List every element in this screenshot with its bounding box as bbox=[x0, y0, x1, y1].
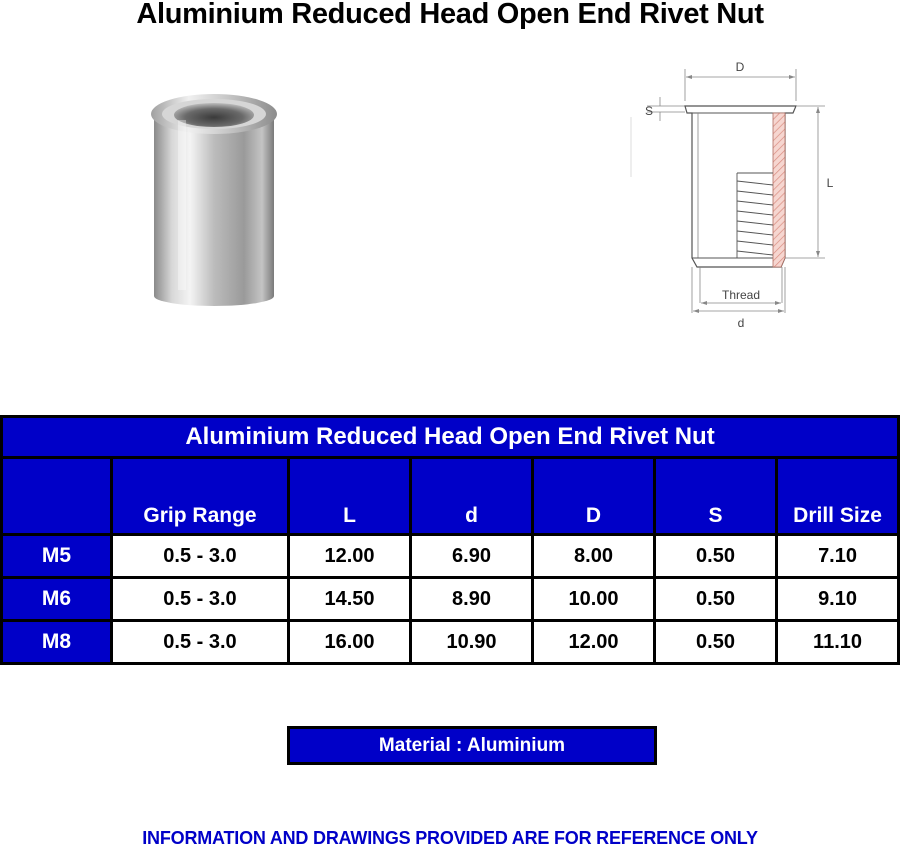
dim-label-thread: Thread bbox=[721, 288, 761, 302]
cell-L: 16.00 bbox=[290, 622, 409, 662]
cell-D: 8.00 bbox=[534, 536, 653, 576]
header-S: S bbox=[656, 459, 775, 534]
header-D: D bbox=[534, 459, 653, 534]
header-grip-range: Grip Range bbox=[113, 459, 287, 534]
cell-grip: 0.5 - 3.0 bbox=[113, 622, 287, 662]
dim-label-L: L bbox=[826, 176, 834, 190]
header-L: L bbox=[290, 459, 409, 534]
cell-S: 0.50 bbox=[656, 579, 775, 619]
disclaimer-text: INFORMATION AND DRAWINGS PROVIDED ARE FOR REFERENCE ONLY bbox=[142, 828, 758, 848]
dim-label-S: S bbox=[644, 104, 654, 118]
cell-size: M5 bbox=[3, 536, 110, 576]
cell-size: M8 bbox=[3, 622, 110, 662]
cell-drill: 11.10 bbox=[778, 622, 897, 662]
table-row bbox=[3, 536, 897, 576]
page-title: Aluminium Reduced Head Open End Rivet Nut bbox=[136, 0, 764, 30]
cell-L: 12.00 bbox=[290, 536, 409, 576]
cell-drill: 7.10 bbox=[778, 536, 897, 576]
cell-drill: 9.10 bbox=[778, 579, 897, 619]
cell-S: 0.50 bbox=[656, 622, 775, 662]
table-row bbox=[3, 622, 897, 662]
table-title: Aluminium Reduced Head Open End Rivet Nut bbox=[3, 418, 897, 456]
spec-table bbox=[0, 415, 900, 665]
cell-D: 12.00 bbox=[534, 622, 653, 662]
header-d: d bbox=[412, 459, 531, 534]
cell-D: 10.00 bbox=[534, 579, 653, 619]
header-drill-size: Drill Size bbox=[778, 459, 897, 534]
cell-S: 0.50 bbox=[656, 536, 775, 576]
table-row bbox=[3, 579, 897, 619]
rivet-nut-photo bbox=[140, 84, 290, 314]
cell-grip: 0.5 - 3.0 bbox=[113, 579, 287, 619]
material-label: Material : Aluminium bbox=[287, 726, 657, 765]
cell-grip: 0.5 - 3.0 bbox=[113, 536, 287, 576]
cell-d: 8.90 bbox=[412, 579, 531, 619]
dim-label-d: d bbox=[737, 316, 745, 330]
cell-L: 14.50 bbox=[290, 579, 409, 619]
cell-d: 10.90 bbox=[412, 622, 531, 662]
table-header-row bbox=[3, 459, 897, 534]
dim-label-D: D bbox=[735, 60, 745, 74]
rivet-nut-diagram bbox=[625, 55, 840, 335]
cell-d: 6.90 bbox=[412, 536, 531, 576]
header-size bbox=[3, 459, 110, 534]
cell-size: M6 bbox=[3, 579, 110, 619]
